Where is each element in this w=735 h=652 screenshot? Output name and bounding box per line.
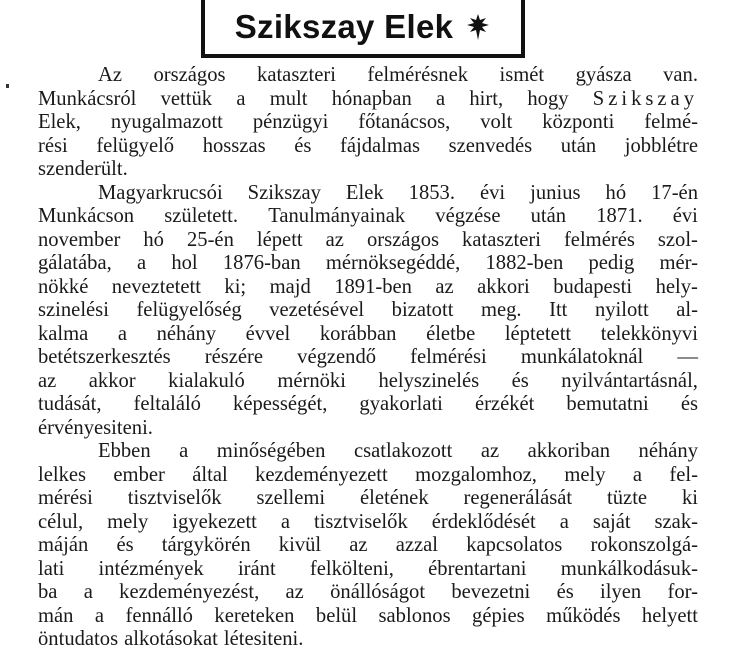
paragraph <box>38 64 698 182</box>
text-line: célul, mely igyekezett a tisztviselők érdeklődését a saját szak- <box>38 510 698 533</box>
text-line: öntudatos alkotásokat létesiteni. <box>38 628 304 650</box>
text-line: lati intézmények iránt felkölteni, ébrentartani munkálkodásuk- <box>38 557 698 580</box>
text-line: mérési tisztviselők szellemi életének regenerálását tüzte ki <box>38 487 698 509</box>
cross-icon <box>465 12 491 42</box>
text-line: szenderült. <box>38 158 128 180</box>
text-line: érvényesiteni. <box>38 416 153 439</box>
text-line: Elek, nyugalmazott pénzügyi főtanácsos, volt központi felmé- <box>38 111 698 133</box>
text-line: lelkes ember által kezdeményezett mozgalomhoz, mely a fel- <box>38 463 698 486</box>
text-line: az akkor kialakuló mérnöki helyszinelés és nyilvántartásnál, <box>38 369 698 392</box>
title-box <box>201 0 525 58</box>
text-line: tudását, feltaláló képességét, gyakorlati érzékét bemutatni és <box>38 393 698 415</box>
text-line: rési felügyelő hosszas és fájdalmas szenvedés után jobblétre <box>38 134 698 157</box>
text-line: máján és tárgykörén kivül az azzal kapcsolatos rokonszolgá- <box>38 534 698 556</box>
text-line: kalma a néhány évvel korábban életbe léptetett telekkönyvi <box>38 322 698 345</box>
text-line: ba a kezdeményezést, az önállóságot bevezetni és ilyen for- <box>38 581 698 603</box>
text-line: Munkácson született. Tanulmányainak végzése után 1871. évi <box>38 205 698 227</box>
title-text: Szikszay Elek <box>234 8 454 45</box>
text-line: mán a fennálló kereteken belül sablonos gépies működés helyett <box>38 604 698 627</box>
text-line: Magyarkrucsói Szikszay Elek 1853. évi junius hó 17-én <box>98 181 698 204</box>
text-line: november hó 25-én lépett az országos kataszteri felmérés szol- <box>38 228 698 251</box>
paragraph <box>38 182 698 441</box>
text-line: Munkácsról vettük a mult hónapban a hirt, hogy Szikszay <box>38 87 698 110</box>
text-line: Az országos kataszteri felmérésnek ismét gyásza van. <box>98 64 698 86</box>
text-line: betétszerkesztés részére végzendő felmérési munkálatoknál — <box>38 346 698 368</box>
text-line: gálatába, a hol 1876-ban mérnöksegéddé, 1882-ben pedig mér- <box>38 252 698 274</box>
paragraph <box>38 440 698 652</box>
text-line: Ebben a minőségében csatlakozott az akkoriban néhány <box>98 440 698 462</box>
text-line: szinelési felügyelőség vezetésével bizatott meg. Itt nyilott al- <box>38 299 698 321</box>
article-body <box>38 64 698 652</box>
margin-speck <box>6 84 9 88</box>
text-line: nökké neveztetett ki; majd 1891-ben az akkori budapesti hely- <box>38 275 698 298</box>
page-title <box>235 8 492 46</box>
